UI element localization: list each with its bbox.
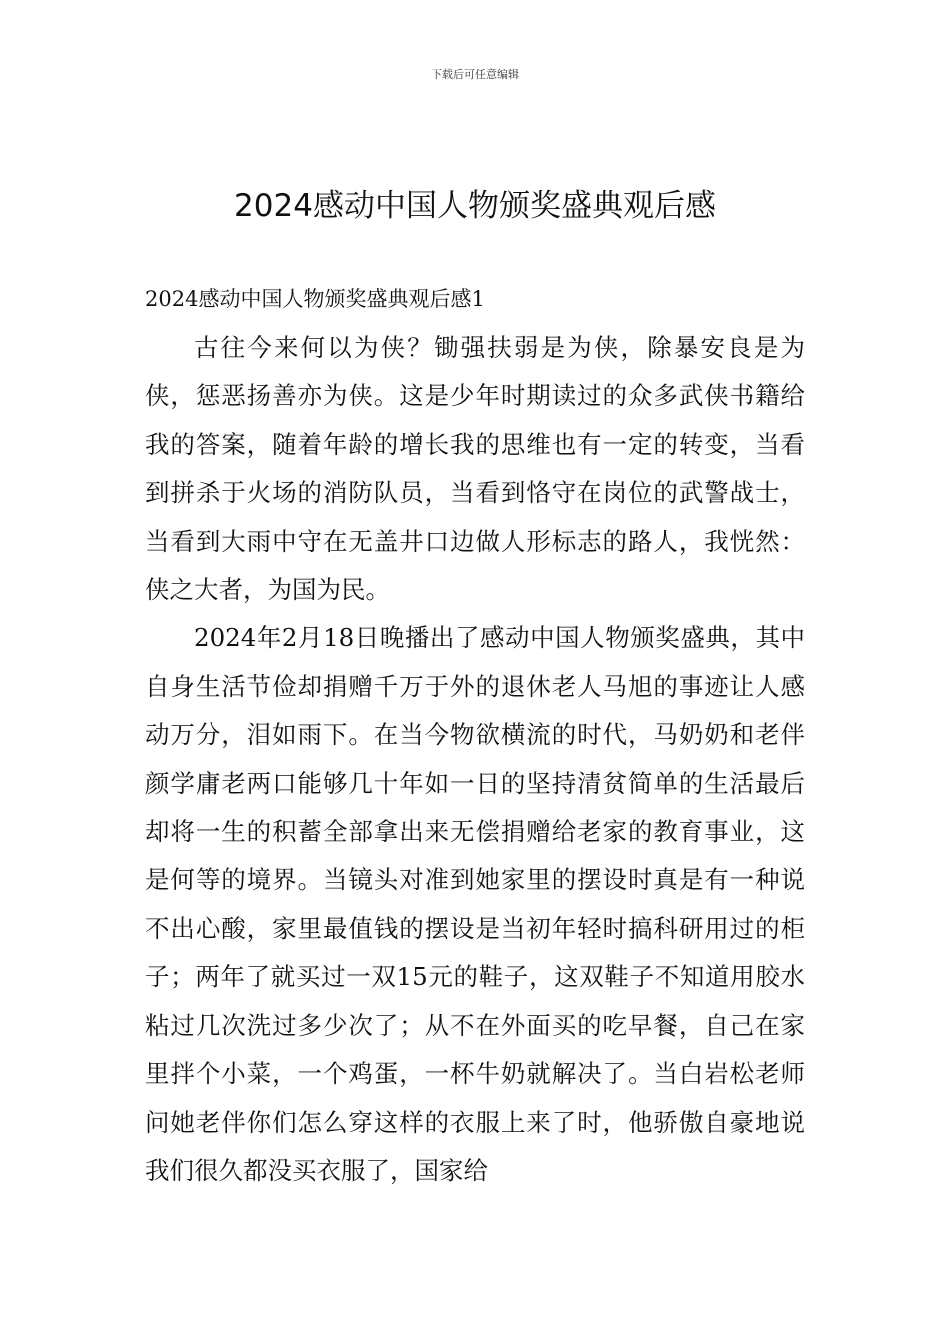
document-title: 2024感动中国人物颁奖盛典观后感: [234, 188, 716, 224]
paragraph-2: 2024年2月18日晚播出了感动中国人物颁奖盛典，其中自身生活节俭却捐赠千万于外的退休老人马旭的事迹让人感动万分，泪如雨下。在当今物欲横流的时代，马奶奶和老伴颜学庸老两口能够几十年如一日的坚持清贫简单的生活最后却将一生的积蓄全部拿出来无偿捐赠给老家的教育事业，这是何等的境界。当镜头对准到她家里的摆设时真是有一种说不出心酸，家里最值钱的摆设是当初年轻时搞科研用过的柜子；两年了就买过一双15元的鞋子，这双鞋子不知道用胶水粘过几次洗过多少次了；从不在外面买的吃早餐，自己在家里拌个小菜，一个鸡蛋，一杯牛奶就解决了。当白岩松老师问她老伴你们怎么穿这样的衣服上来了时，他骄傲自豪地说我们很久都没买衣服了，国家给: [145, 623, 805, 1185]
document-body: [145, 284, 805, 1195]
paragraph-1: 古往今来何以为侠？锄强扶弱是为侠，除暴安良是为侠，惩恶扬善亦为侠。这是少年时期读过的众多武侠书籍给我的答案，随着年龄的增长我的思维也有一定的转变，当看到拼杀于火场的消防队员，当看到恪守在岗位的武警战士，当看到大雨中守在无盖井口边做人形标志的路人，我恍然：侠之大者，为国为民。: [145, 333, 805, 605]
section-subtitle: 2024感动中国人物颁奖盛典观后感1: [145, 287, 485, 311]
header-note: 下载后可任意编辑: [431, 68, 519, 81]
